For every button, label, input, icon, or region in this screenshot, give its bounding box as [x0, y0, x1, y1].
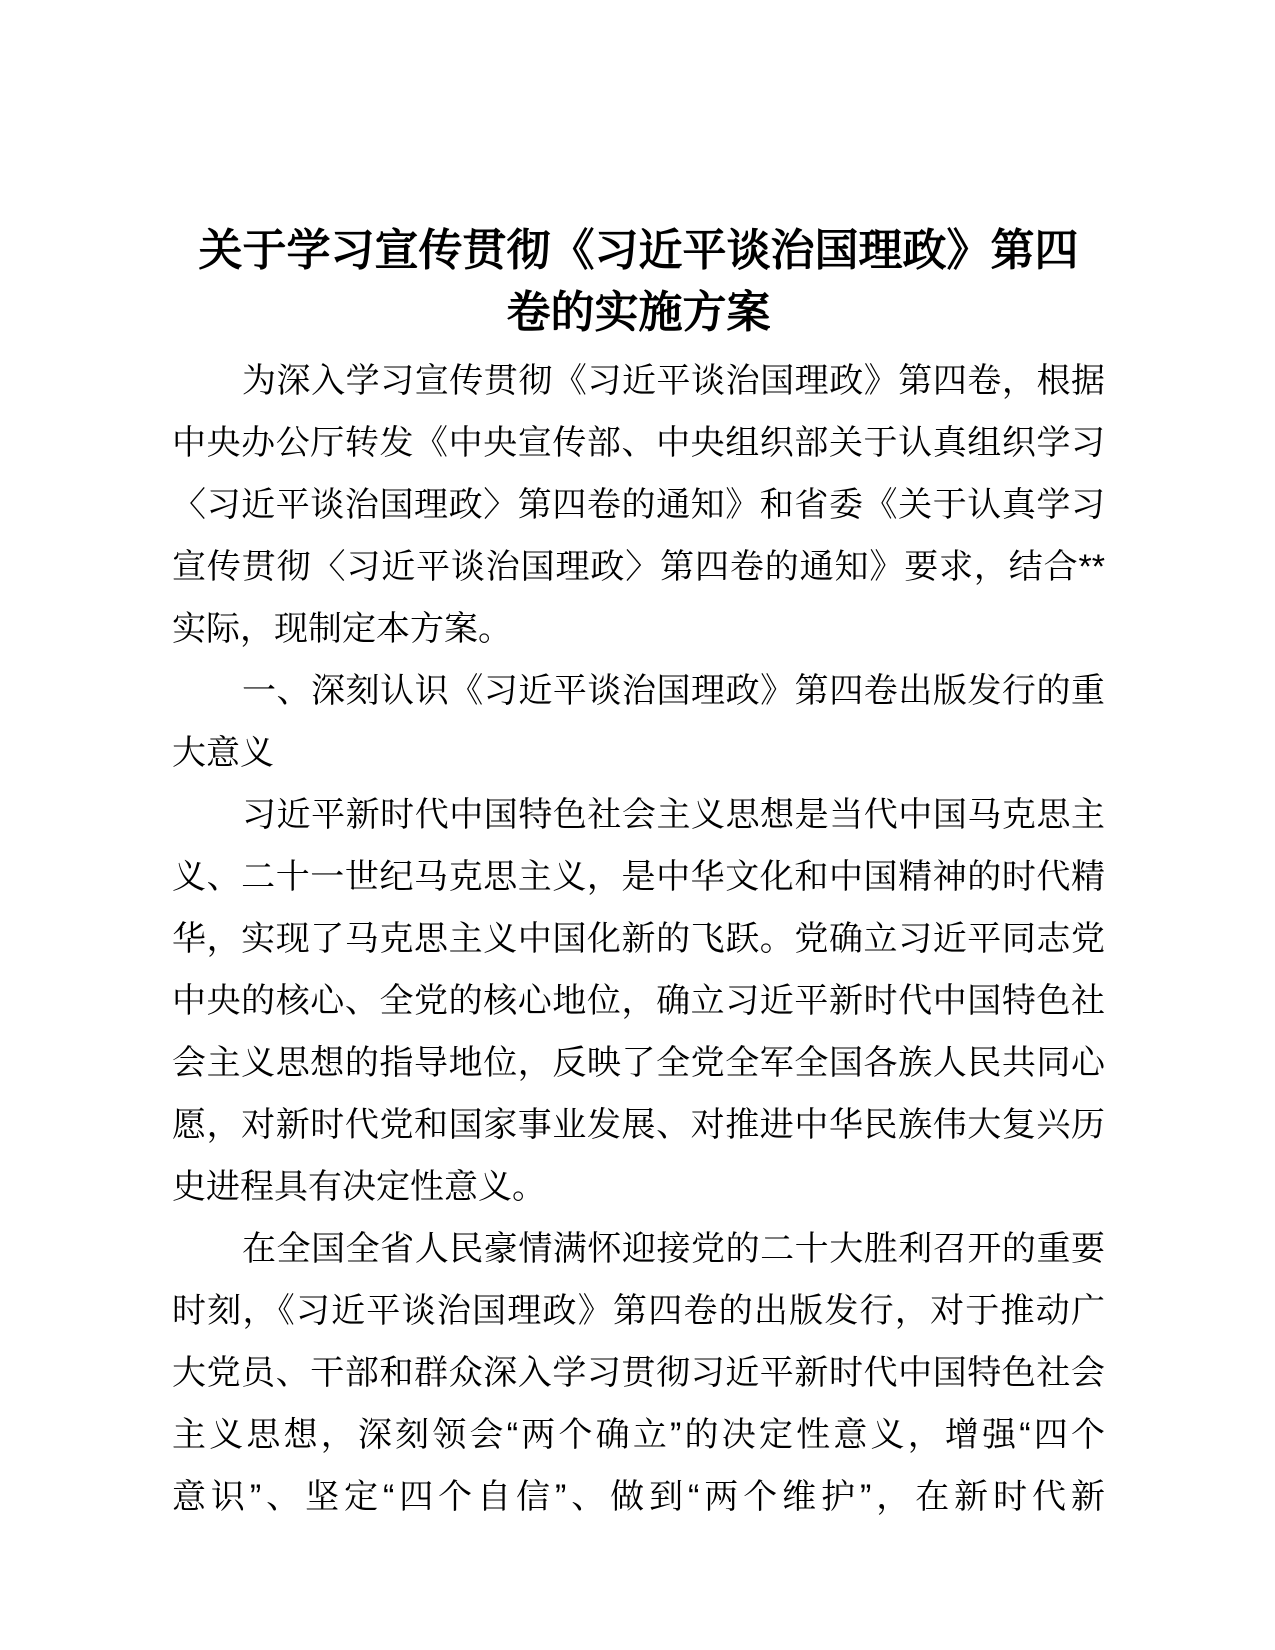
- text-line: 一、深刻认识《习近平谈治国理政》第四卷出版发行的重: [242, 672, 1105, 710]
- document-title: [172, 220, 1105, 344]
- body-paragraph-1: [172, 784, 1105, 1218]
- section-heading-1: [172, 660, 1105, 784]
- text-line: 史进程具有决定性意义。: [172, 1168, 546, 1206]
- text-line: 为深入学习宣传贯彻《习近平谈治国理政》第四卷，根据: [242, 362, 1105, 400]
- text-line: 习近平新时代中国特色社会主义思想是当代中国马克思主: [242, 796, 1105, 834]
- title-line: 关于学习宣传贯彻《习近平谈治国理政》第四: [198, 226, 1079, 275]
- body-paragraph-2: [172, 1218, 1105, 1528]
- text-line: 大党员、干部和群众深入学习贯彻习近平新时代中国特色社会: [172, 1354, 1105, 1392]
- text-line: 华，实现了马克思主义中国化新的飞跃。党确立习近平同志党: [172, 920, 1105, 958]
- text-line: 义、二十一世纪马克思主义，是中华文化和中国精神的时代精: [172, 858, 1105, 896]
- text-line: 愿，对新时代党和国家事业发展、对推进中华民族伟大复兴历: [172, 1106, 1105, 1144]
- text-line: 意识”、坚定“四个自信”、做到“两个维护”，在新时代新: [172, 1478, 1105, 1516]
- title-line: 卷的实施方案: [506, 288, 771, 337]
- text-line: 在全国全省人民豪情满怀迎接党的二十大胜利召开的重要: [242, 1230, 1105, 1268]
- text-line: 宣传贯彻〈习近平谈治国理政〉第四卷的通知》要求，结合**: [172, 548, 1105, 586]
- document-content: [172, 0, 1105, 1528]
- text-line: 会主义思想的指导地位，反映了全党全军全国各族人民共同心: [172, 1044, 1105, 1082]
- document-body: [172, 350, 1105, 1528]
- text-line: 实际，现制定本方案。: [172, 610, 512, 648]
- text-line: 主义思想，深刻领会“两个确立”的决定性意义，增强“四个: [172, 1416, 1105, 1454]
- text-line: 大意义: [172, 734, 274, 772]
- text-line: 〈习近平谈治国理政〉第四卷的通知》和省委《关于认真学习: [172, 486, 1105, 524]
- text-line: 时刻，《习近平谈治国理政》第四卷的出版发行，对于推动广: [172, 1292, 1105, 1330]
- intro-paragraph: [172, 350, 1105, 660]
- text-line: 中央的核心、全党的核心地位，确立习近平新时代中国特色社: [172, 982, 1105, 1020]
- text-line: 中央办公厅转发《中央宣传部、中央组织部关于认真组织学习: [172, 424, 1105, 462]
